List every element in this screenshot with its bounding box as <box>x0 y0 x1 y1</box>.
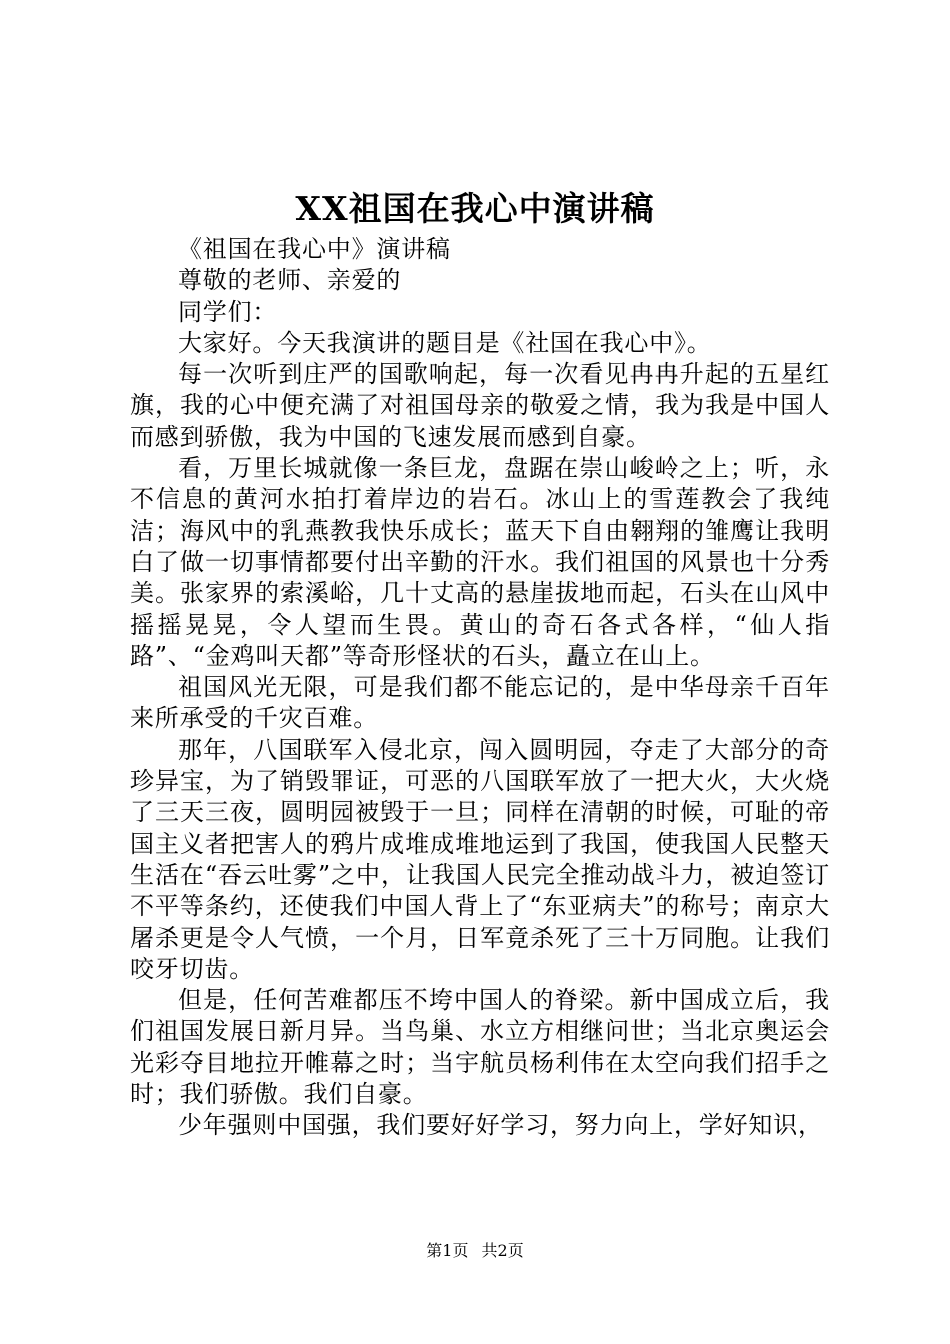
paragraph: 每一次听到庄严的国歌响起，每一次看见冉冉升起的五星红旗，我的心中便充满了对祖国母亲的敬爱之情，我为我是中国人而感到骄傲，我为中国的飞速发展而感到自豪。 <box>130 360 830 451</box>
paragraph: 大家好。今天我演讲的题目是《社国在我心中》。 <box>178 328 712 357</box>
paragraph: 同学们： <box>178 297 278 326</box>
paragraph: 祖国风光无限，可是我们都不能忘记的，是中华母亲千百年来所承受的千灾百难。 <box>130 673 830 733</box>
paragraph: 看，万里长城就像一条巨龙，盘踞在崇山峻岭之上；听，永不信息的黄河水拍打着岸边的岩石。冰山上的雪莲教会了我纯洁；海风中的乳燕教我快乐成长；蓝天下自由翱翔的雏鹰让我明白了做一切事情都要付出辛勤的汗水。我们祖国的风景也十分秀美。张家界的索溪峪，几十丈高的悬崖拔地而起，石头在山风中摇摇晃晃，令人望而生畏。黄山的奇石各式各样，“仙人指路”、“金鸡叫天都”等奇形怪状的石头，矗立在山上。 <box>130 454 830 670</box>
paragraph: 《祖国在我心中》演讲稿 <box>178 235 451 263</box>
paragraph: 但是，任何苦难都压不垮中国人的脊梁。新中国成立后，我们祖国发展日新月异。当鸟巢、水立方相继问世；当北京奥运会光彩夺目地拉开帷幕之时；当宇航员杨利伟在太空向我们招手之时；我们骄傲。我们自豪。 <box>130 986 830 1109</box>
paragraph: 少年强则中国强，我们要好好学习，努力向上，学好知识， <box>178 1111 823 1140</box>
paragraph: 那年，八国联军入侵北京，闯入圆明园，夺走了大部分的奇珍异宝，为了销毁罪证，可恶的八国联军放了一把大火，大火烧了三天三夜，圆明园被毁于一旦；同样在清朝的时候，可耻的帝国主义者把害人的鸦片成堆成堆地运到了我国，使我国人民整天生活在“吞云吐雾”之中，让我国人民完全推动战斗力，被迫签订不平等条约，还使我们中国人背上了“东亚病夫”的称号；南京大屠杀更是令人气愤，一个月，日军竟杀死了三十万同胞。让我们咬牙切齿。 <box>130 735 830 983</box>
document-body <box>130 234 830 1142</box>
page-number: 第1页 <box>426 1241 469 1260</box>
document-title: XX祖国在我心中演讲稿 <box>295 189 655 228</box>
page-count: 共2页 <box>481 1241 524 1260</box>
paragraph: 尊敬的老师、亲爱的 <box>178 266 402 295</box>
page-footer <box>0 1240 950 1262</box>
